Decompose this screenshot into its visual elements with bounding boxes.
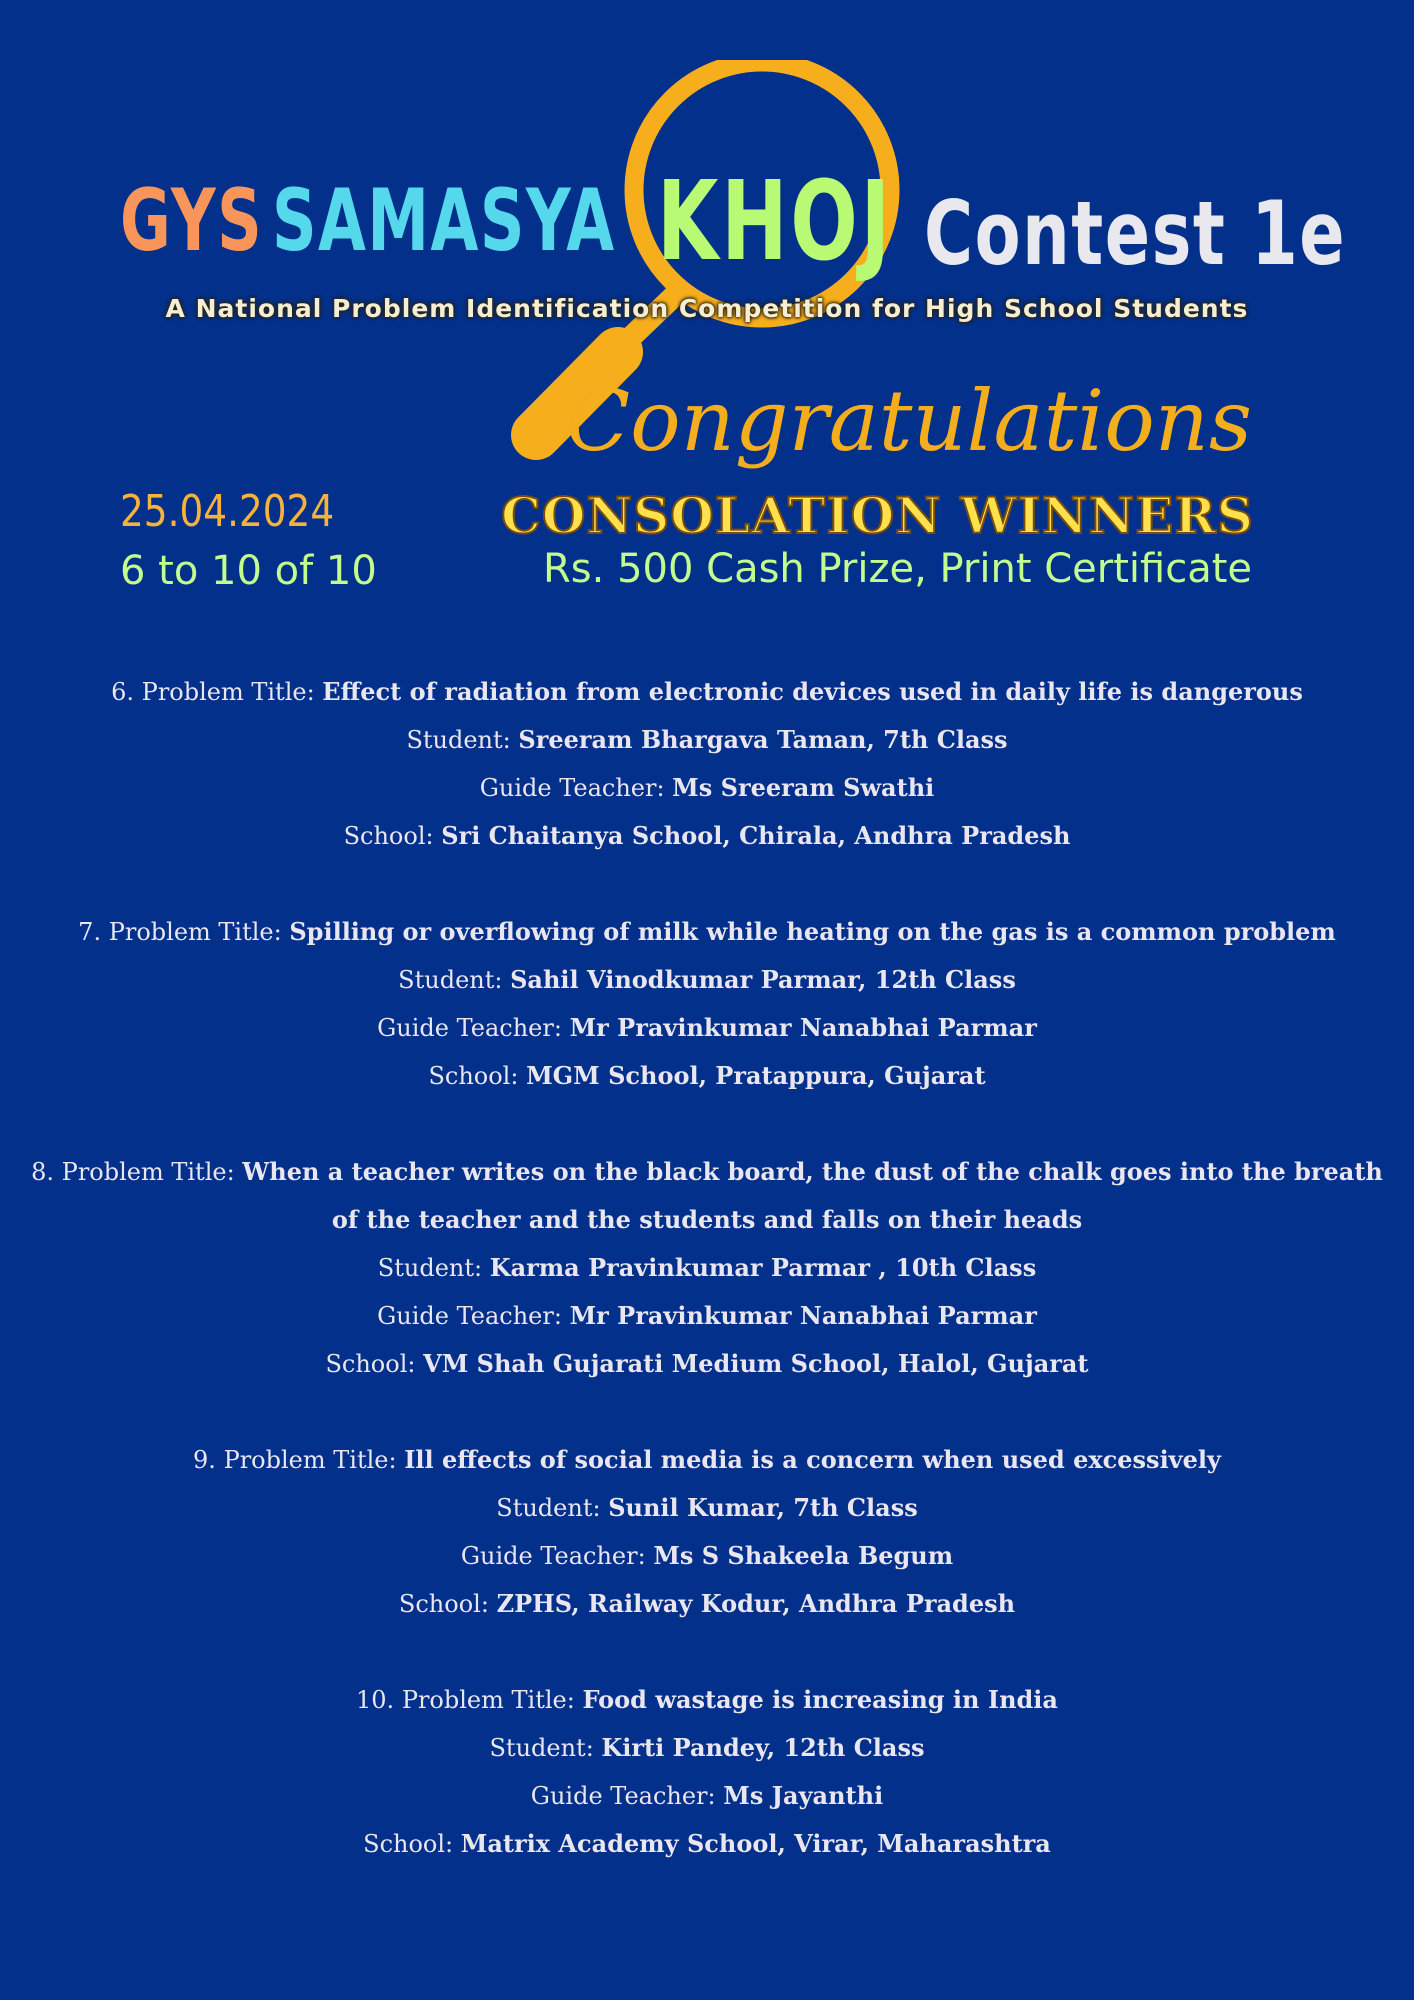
- student-line: [30, 1244, 1384, 1292]
- entry-number: 9.: [193, 1446, 216, 1474]
- field-label: Problem Title:: [61, 1158, 243, 1186]
- field-value: Ms S Shakeela Begum: [653, 1541, 954, 1570]
- field-value: MGM School, Pratappura, Gujarat: [526, 1061, 986, 1090]
- field-label: Student:: [496, 1494, 609, 1522]
- student-line: [30, 1724, 1384, 1772]
- problem-title-line: [30, 1436, 1384, 1484]
- winner-range: 6 to 10 of 10: [120, 548, 377, 594]
- field-label: Guide Teacher:: [460, 1542, 654, 1570]
- field-value: Spilling or overflowing of milk while heating on the gas is a common problem: [289, 917, 1336, 946]
- school-line: [30, 1820, 1384, 1868]
- problem-title-line: [30, 1676, 1384, 1724]
- field-label: Guide Teacher:: [530, 1782, 724, 1810]
- field-value: Effect of radiation from electronic devices used in daily life is dangerous: [322, 677, 1303, 706]
- guide-teacher-line: [30, 1532, 1384, 1580]
- field-value: ZPHS, Railway Kodur, Andhra Pradesh: [496, 1589, 1016, 1618]
- guide-teacher-line: [30, 1004, 1384, 1052]
- school-line: [30, 1340, 1384, 1388]
- problem-title-line: [30, 1148, 1384, 1244]
- winner-entry: [30, 908, 1384, 1100]
- student-line: [30, 716, 1384, 764]
- field-value: When a teacher writes on the black board, the dust of the chalk goes into the breath of the teacher and the students and falls on their heads: [242, 1157, 1383, 1234]
- field-label: Student:: [377, 1254, 490, 1282]
- field-label: School:: [428, 1062, 527, 1090]
- field-value: Mr Pravinkumar Nanabhai Parmar: [569, 1301, 1037, 1330]
- header-khoj: KHOJ: [657, 157, 893, 285]
- school-line: [30, 812, 1384, 860]
- problem-title-line: [30, 908, 1384, 956]
- field-label: School:: [325, 1350, 424, 1378]
- winner-entry: [30, 1676, 1384, 1868]
- field-value: Sri Chaitanya School, Chirala, Andhra Pradesh: [441, 821, 1071, 850]
- field-value: Ill effects of social media is a concern when used excessively: [404, 1445, 1221, 1474]
- winner-entry: [30, 1148, 1384, 1388]
- student-line: [30, 1484, 1384, 1532]
- field-label: Problem Title:: [141, 678, 323, 706]
- field-label: School:: [343, 822, 442, 850]
- entry-number: 8.: [31, 1158, 55, 1186]
- school-line: [30, 1052, 1384, 1100]
- field-value: Mr Pravinkumar Nanabhai Parmar: [569, 1013, 1037, 1042]
- entry-number: 7.: [78, 918, 102, 946]
- school-line: [30, 1580, 1384, 1628]
- field-label: Guide Teacher:: [377, 1014, 570, 1042]
- field-label: Problem Title:: [401, 1686, 583, 1714]
- entry-number: 10.: [356, 1686, 395, 1714]
- entry-number: 6.: [111, 678, 135, 706]
- field-value: Food wastage is increasing in India: [582, 1685, 1058, 1714]
- field-label: Student:: [406, 726, 519, 754]
- field-label: Student:: [489, 1734, 602, 1762]
- guide-teacher-line: [30, 764, 1384, 812]
- congratulations-text: Congratulations: [565, 372, 1252, 470]
- header-gys: GYS: [120, 171, 264, 271]
- field-label: School:: [398, 1590, 497, 1618]
- header-samasya: SAMASYA: [272, 171, 616, 271]
- guide-teacher-line: [30, 1772, 1384, 1820]
- winner-entry: [30, 668, 1384, 860]
- field-value: Matrix Academy School, Virar, Maharashtra: [460, 1829, 1051, 1858]
- field-label: Student:: [398, 966, 511, 994]
- field-value: Sreeram Bhargava Taman, 7th Class: [518, 725, 1008, 754]
- field-label: School:: [363, 1830, 461, 1858]
- problem-title-line: [30, 668, 1384, 716]
- field-value: Sunil Kumar, 7th Class: [608, 1493, 918, 1522]
- field-value: Karma Pravinkumar Parmar , 10th Class: [489, 1253, 1037, 1282]
- field-label: Guide Teacher:: [479, 774, 673, 802]
- field-value: Ms Sreeram Swathi: [672, 773, 935, 802]
- field-value: VM Shah Gujarati Medium School, Halol, Gujarat: [423, 1349, 1089, 1378]
- field-label: Guide Teacher:: [377, 1302, 570, 1330]
- header-contest: Contest 1e: [924, 182, 1347, 285]
- field-value: Ms Jayanthi: [723, 1781, 884, 1810]
- student-line: [30, 956, 1384, 1004]
- announcement-date: 25.04.2024: [120, 486, 335, 537]
- field-value: Kirti Pandey, 12th Class: [601, 1733, 925, 1762]
- winners-list: [30, 668, 1384, 1916]
- field-label: Problem Title:: [108, 918, 290, 946]
- page-subtitle: A National Problem Identification Competition for High School Students: [165, 294, 1249, 323]
- field-value: Sahil Vinodkumar Parmar, 12th Class: [510, 965, 1016, 994]
- consolation-heading: CONSOLATION WINNERS: [501, 486, 1254, 545]
- field-label: Problem Title:: [223, 1446, 405, 1474]
- guide-teacher-line: [30, 1292, 1384, 1340]
- winner-entry: [30, 1436, 1384, 1628]
- prize-text: Rs. 500 Cash Prize, Print Certificate: [543, 546, 1252, 592]
